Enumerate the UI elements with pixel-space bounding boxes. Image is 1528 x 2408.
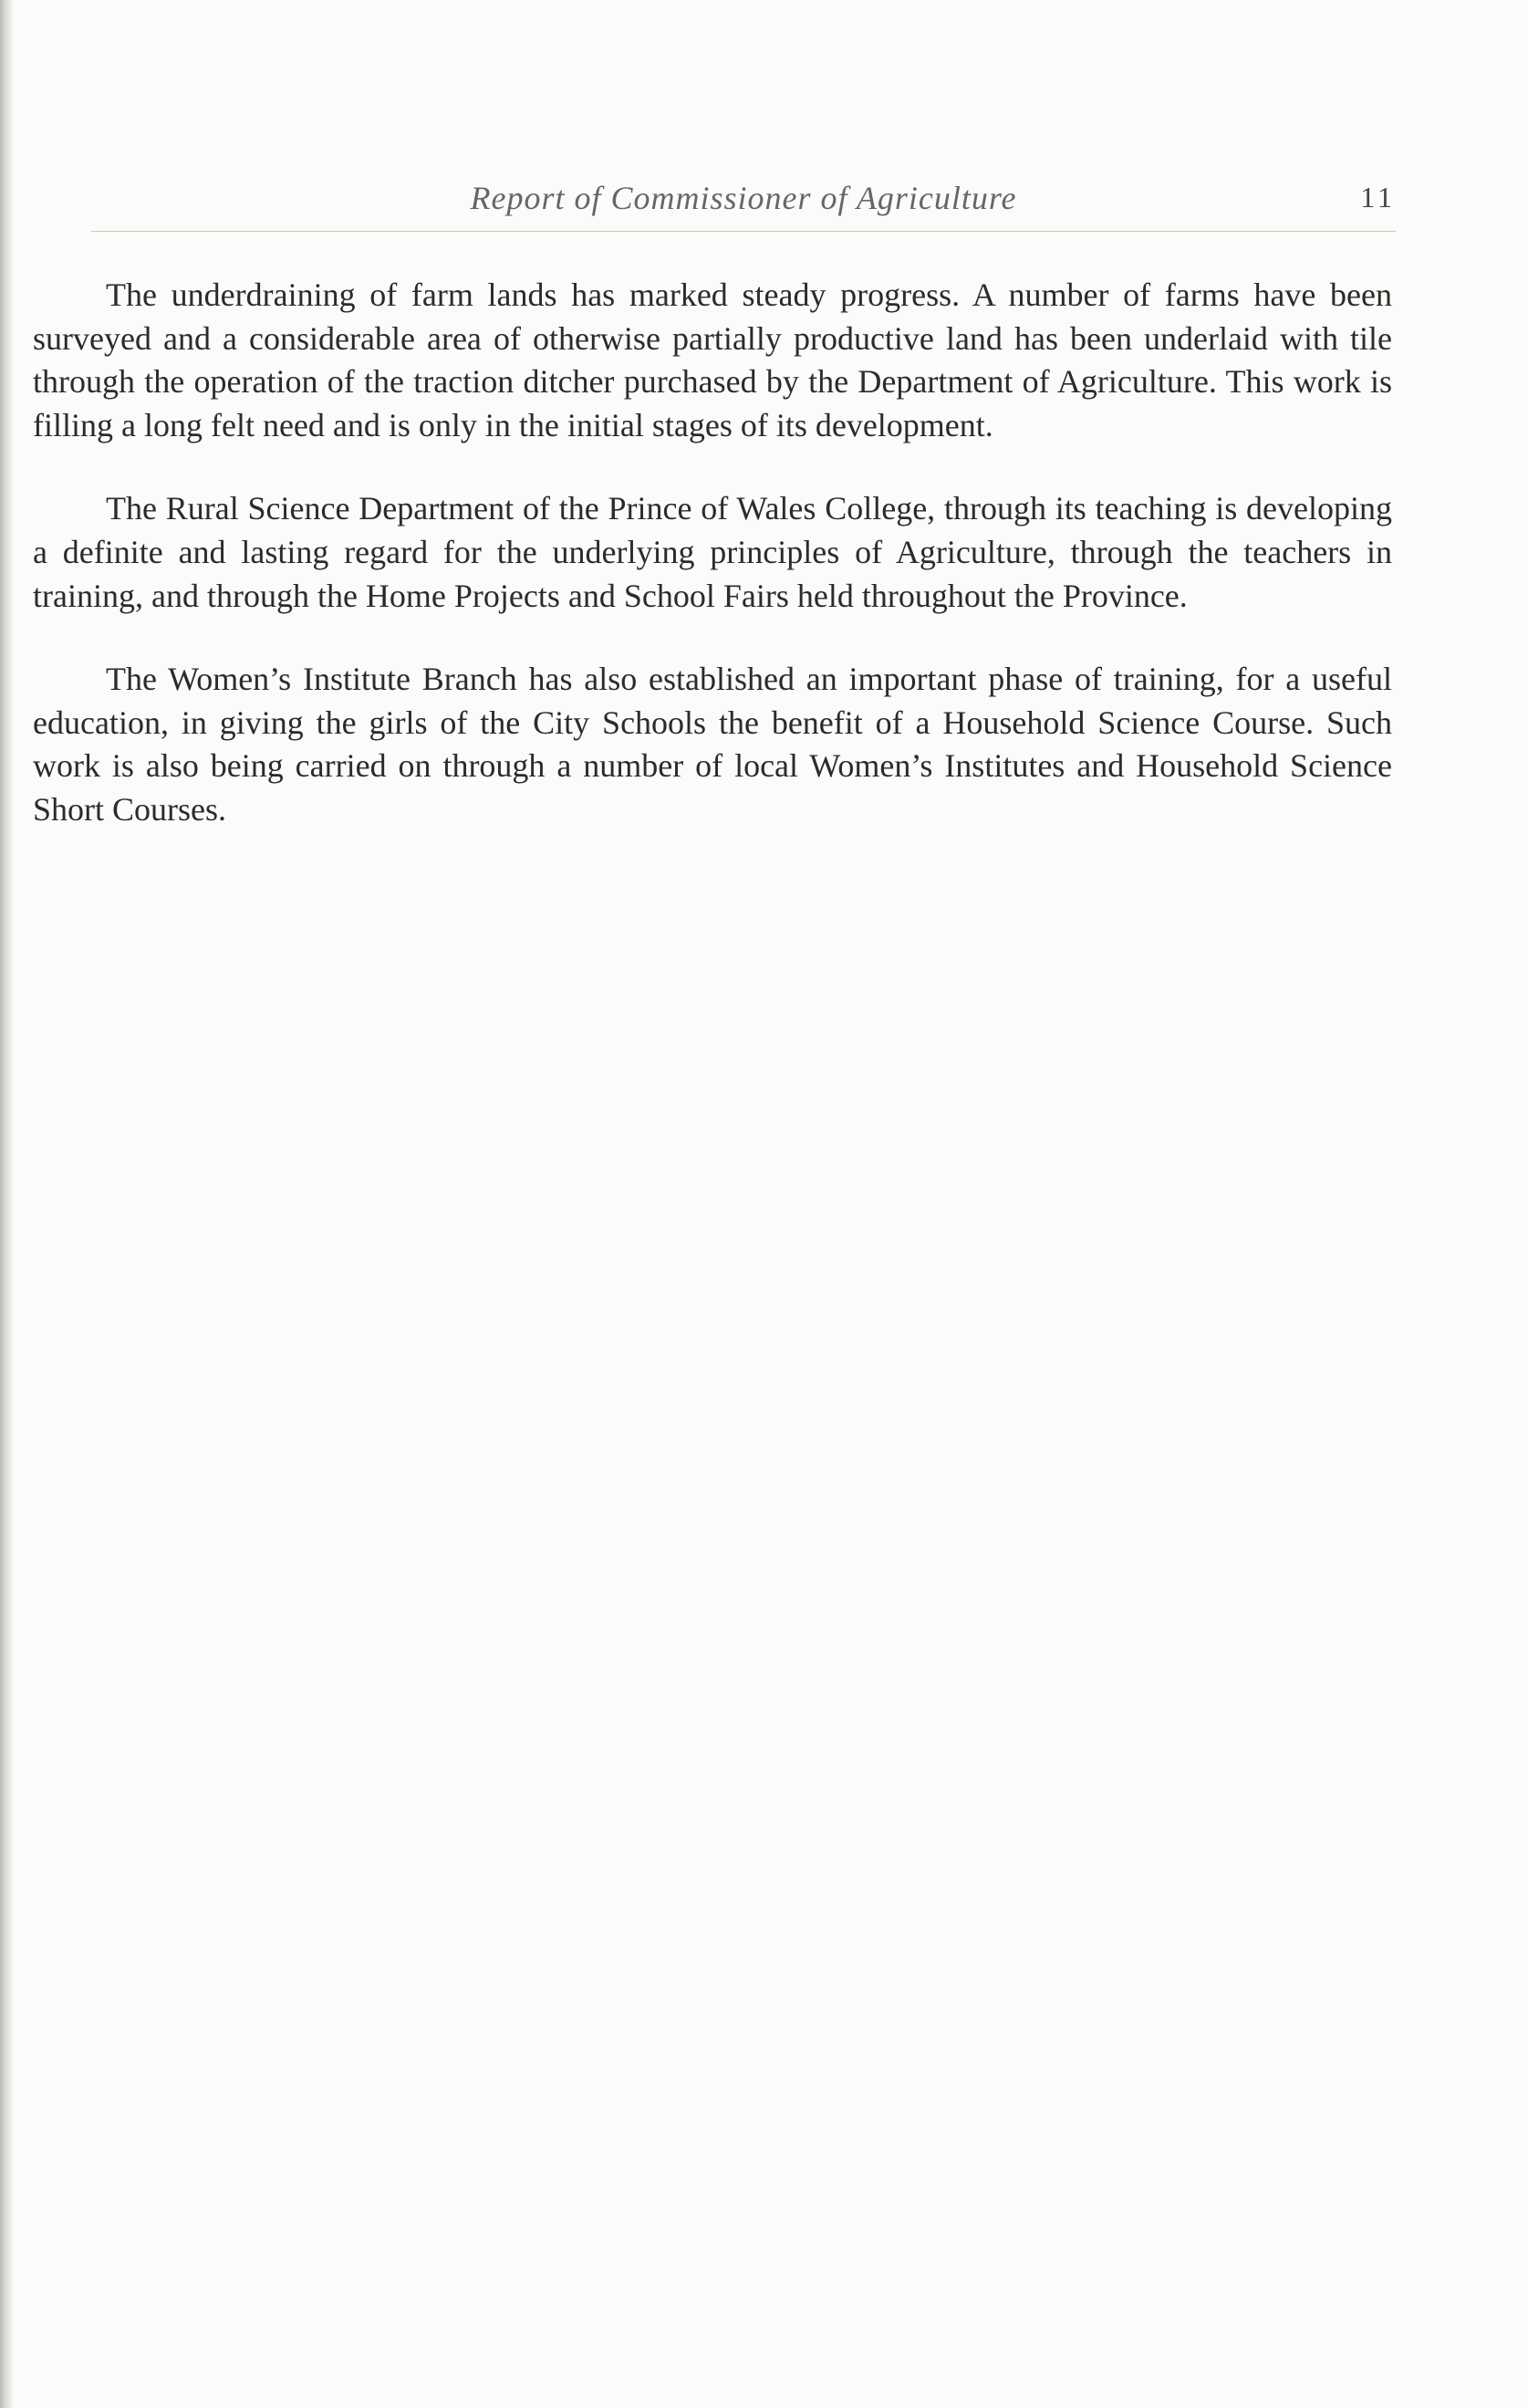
paragraph-underdraining: The underdraining of farm lands has marked steady progress. A number of farms have been surveyed and a considerable area of otherwise partially productive land has been underlaid with tile through the operation of the traction ditcher purchased by the Department of Agriculture. This work is filling a long felt need and is only in the initial stages of its development. [33,276,1392,443]
page-edge-shadow [0,0,13,2408]
body-text [33,274,1392,872]
page-number: 11 [1360,181,1396,214]
paragraph-rural-science: The Rural Science Department of the Prince of Wales College, through its teaching is developing a definite and lasting regard for the underlying principles of Agriculture, through the teachers in training, and through the Home Projects and School Fairs held throughout the Province. [33,490,1392,614]
paragraph-womens-institute: The Women’s Institute Branch has also established an important phase of training, for a useful education, in giving the girls of the City Schools the benefit of a Household Science Course. Such work is also being carried on through a number of local Women’s Institutes and Household Science Short Courses. [33,661,1392,828]
running-title: Report of Commissioner of Agriculture [470,180,1017,216]
header-rule [91,231,1396,232]
running-header [91,179,1396,234]
